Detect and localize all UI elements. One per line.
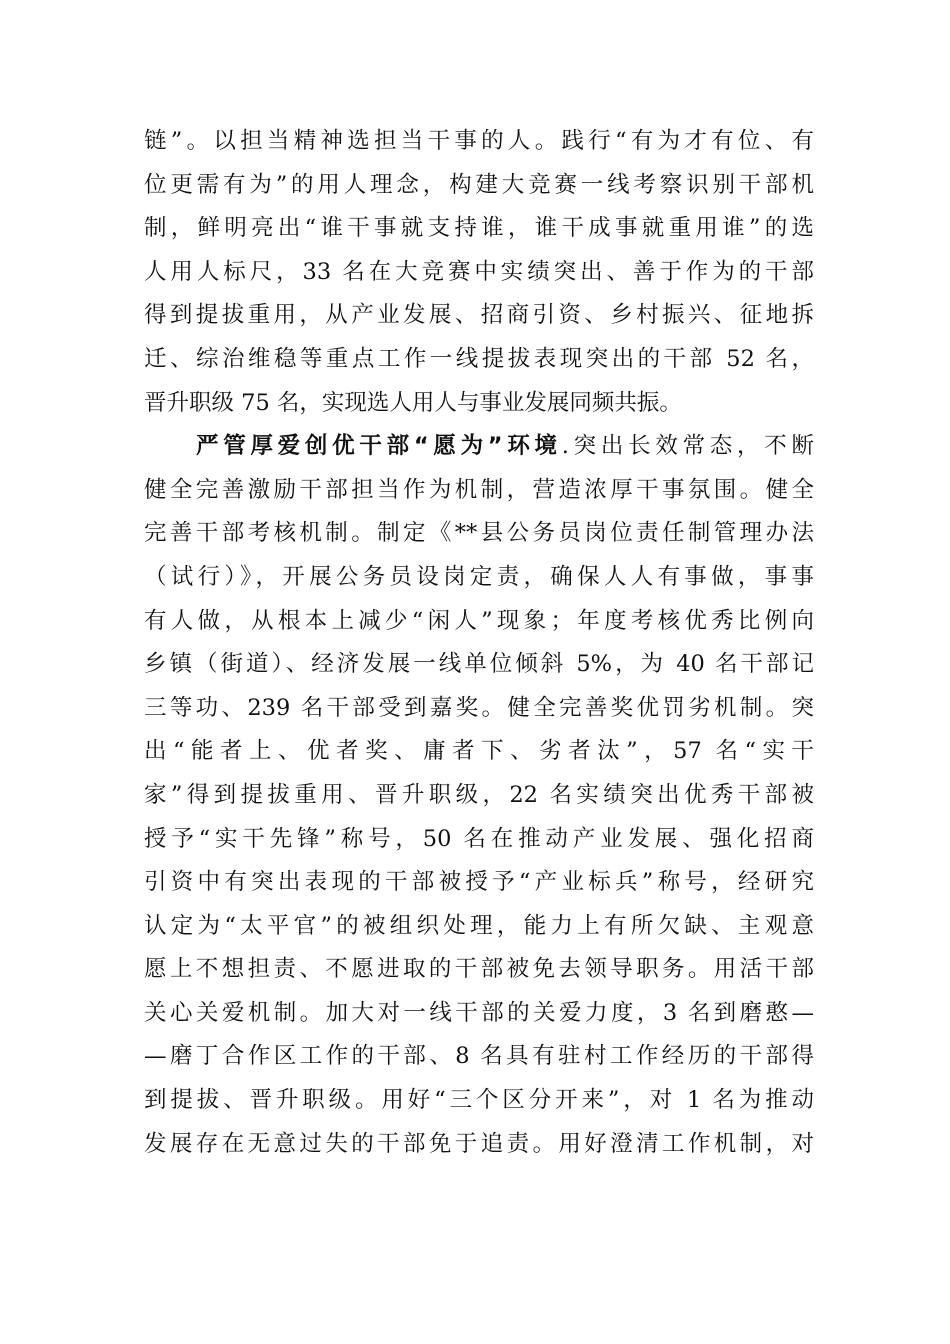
text-line: 愿上不想担责、不愿进取的干部被免去领导职务。用活干部 bbox=[144, 956, 814, 983]
section-first-line-text: .突出长效常态，不断 bbox=[561, 433, 814, 460]
text-line: 迁、综治维稳等重点工作一线提拔表现突出的干部 52 名， bbox=[144, 345, 814, 372]
text-line: 人用人标尺，33 名在大竞赛中实绩突出、善于作为的干部 bbox=[144, 258, 814, 285]
text-line: —磨丁合作区工作的干部、8 名具有驻村工作经历的干部得 bbox=[144, 1043, 814, 1070]
text-line: 发展存在无意过失的干部免于追责。用好澄清工作机制，对 bbox=[144, 1130, 814, 1157]
text-line: 乡镇（街道）、经济发展一线单位倾斜 5%，为 40 名干部记 bbox=[144, 651, 814, 678]
text-line: 完善干部考核机制。制定《**县公务员岗位责任制管理办法 bbox=[144, 520, 814, 547]
text-line: 晋升职级 75 名，实现选人用人与事业发展同频共振。 bbox=[144, 389, 682, 416]
text-line: 家”得到提拔重用、晋升职级，22 名实绩突出优秀干部被 bbox=[144, 781, 814, 808]
text-line: 位更需有为”的用人理念，构建大竞赛一线考察识别干部机 bbox=[144, 171, 814, 198]
text-line: 关心关爱机制。加大对一线干部的关爱力度，3 名到磨憨— bbox=[144, 999, 814, 1026]
text-line: 出“能者上、优者奖、庸者下、劣者汰”，57 名“实干 bbox=[144, 738, 814, 765]
text-line: 认定为“太平官”的被组织处理，能力上有所欠缺、主观意 bbox=[144, 912, 814, 939]
text-line: 健全完善激励干部担当作为机制，营造浓厚干事氛围。健全 bbox=[144, 476, 814, 503]
section-first-line bbox=[144, 425, 814, 469]
section-heading: 严管厚爱创优干部“愿为”环境 bbox=[196, 433, 562, 460]
text-line: 三等功、239 名干部受到嘉奖。健全完善奖优罚劣机制。突 bbox=[144, 694, 814, 721]
text-line: 引资中有突出表现的干部被授予“产业标兵”称号，经研究 bbox=[144, 869, 814, 896]
document-body bbox=[144, 120, 814, 1166]
text-line: 制，鲜明亮出“谁干事就支持谁，谁干成事就重用谁”的选 bbox=[144, 215, 814, 242]
text-line: 链”。以担当精神选担当干事的人。践行“有为才有位、有 bbox=[144, 128, 814, 154]
text-line: （试行）》，开展公务员设岗定责，确保人人有事做，事事 bbox=[144, 563, 814, 590]
text-line: 授予“实干先锋”称号，50 名在推动产业发展、强化招商 bbox=[144, 825, 814, 852]
text-line: 到提拔、晋升职级。用好“三个区分开来”，对 1 名为推动 bbox=[144, 1087, 814, 1114]
text-line: 有人做，从根本上减少“闲人”现象；年度考核优秀比例向 bbox=[144, 607, 814, 634]
text-line: 得到提拔重用，从产业发展、招商引资、乡村振兴、征地拆 bbox=[144, 302, 814, 329]
